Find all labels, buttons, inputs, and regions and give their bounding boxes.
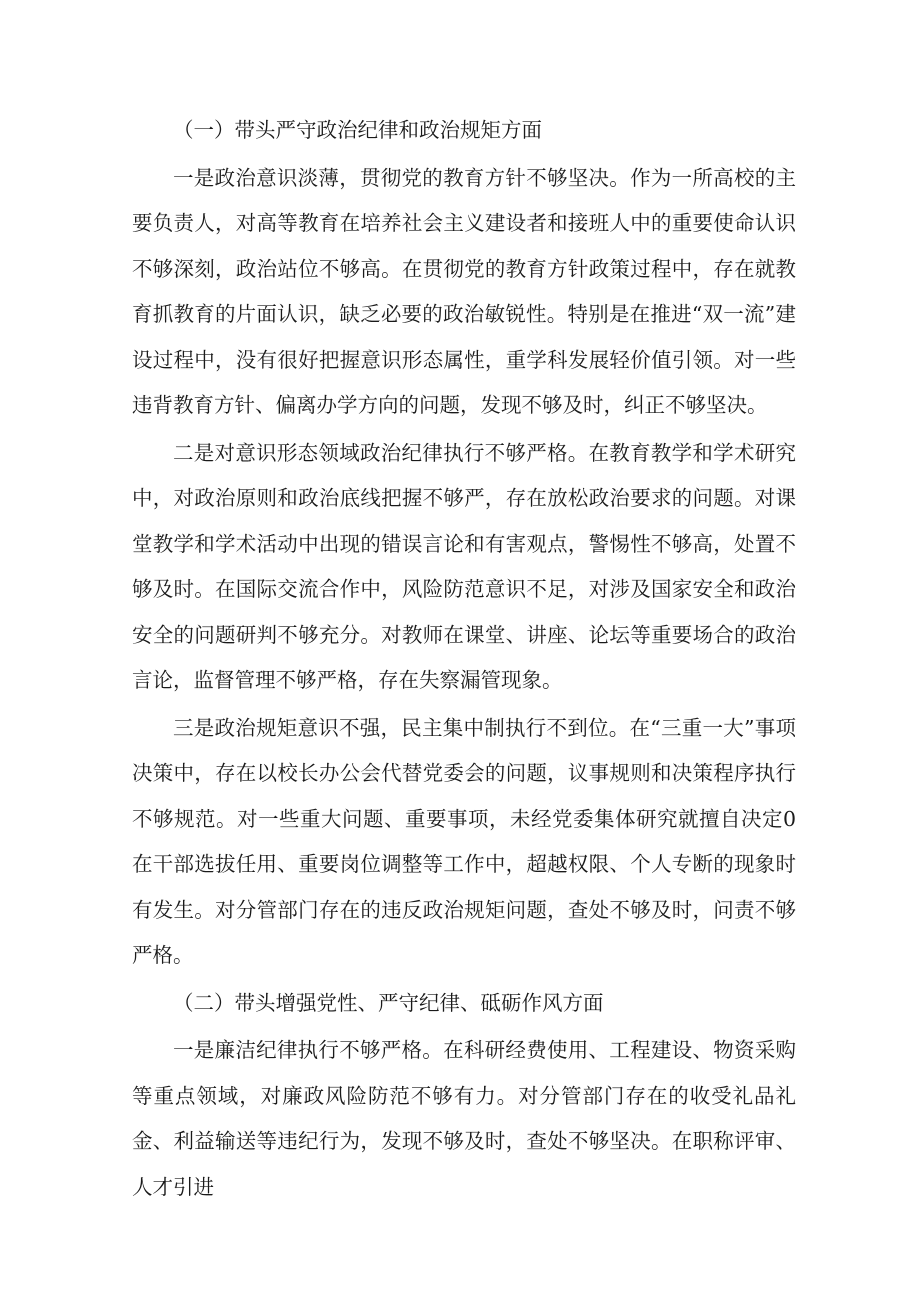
paragraph-1-2: 二是对意识形态领域政治纪律执行不够严格。在教育教学和学术研究中，对政治原则和政治底线把握不够严，存在放松政治要求的问题。对课堂教学和学术活动中出现的错误言论和有害观点，警惕性不够高，处置不够及时。在国际交流合作中，风险防范意识不足，对涉及国家安全和政治安全的问题研判不够充分。对教师在课堂、讲座、论坛等重要场合的政治言论，监督管理不够严格，存在失察漏管现象。 <box>132 440 796 692</box>
paragraph-2-1: 一是廉洁纪律执行不够严格。在科研经费使用、工程建设、物资采购等重点领域，对廉政风险防范不够有力。对分管部门存在的收受礼品礼金、利益输送等违纪行为，发现不够及时，查处不够坚决。在职称评审、人才引进 <box>132 1038 796 1199</box>
document-body <box>132 108 796 1212</box>
section-heading-1: （一）带头严守政治纪律和政治规矩方面 <box>173 118 542 142</box>
paragraph-1-3: 三是政治规矩意识不强，民主集中制执行不到位。在“三重一大”事项决策中，存在以校长办公会代替党委会的问题，议事规则和决策程序执行不够规范。对一些重大问题、重要事项，未经党委集体研究就擅自决定0在干部选拔任用、重要岗位调整等工作中，超越权限、个人专断的现象时有发生。对分管部门存在的违反政治规矩问题，查处不够及时，问责不够严格。 <box>132 715 796 967</box>
paragraph-1-1: 一是政治意识淡薄，贯彻党的教育方针不够坚决。作为一所高校的主要负责人，对高等教育在培养社会主义建设者和接班人中的重要使命认识不够深刻，政治站位不够高。在贯彻党的教育方针政策过程中，存在就教育抓教育的片面认识，缺乏必要的政治敏锐性。特别是在推进“双一流”建设过程中，没有很好把握意识形态属性，重学科发展轻价值引领。对一些违背教育方针、偏离办学方向的问题，发现不够及时，纠正不够坚决。 <box>132 165 796 417</box>
section-heading-2: （二）带头增强党性、严守纪律、砥砺作风方面 <box>173 990 604 1015</box>
